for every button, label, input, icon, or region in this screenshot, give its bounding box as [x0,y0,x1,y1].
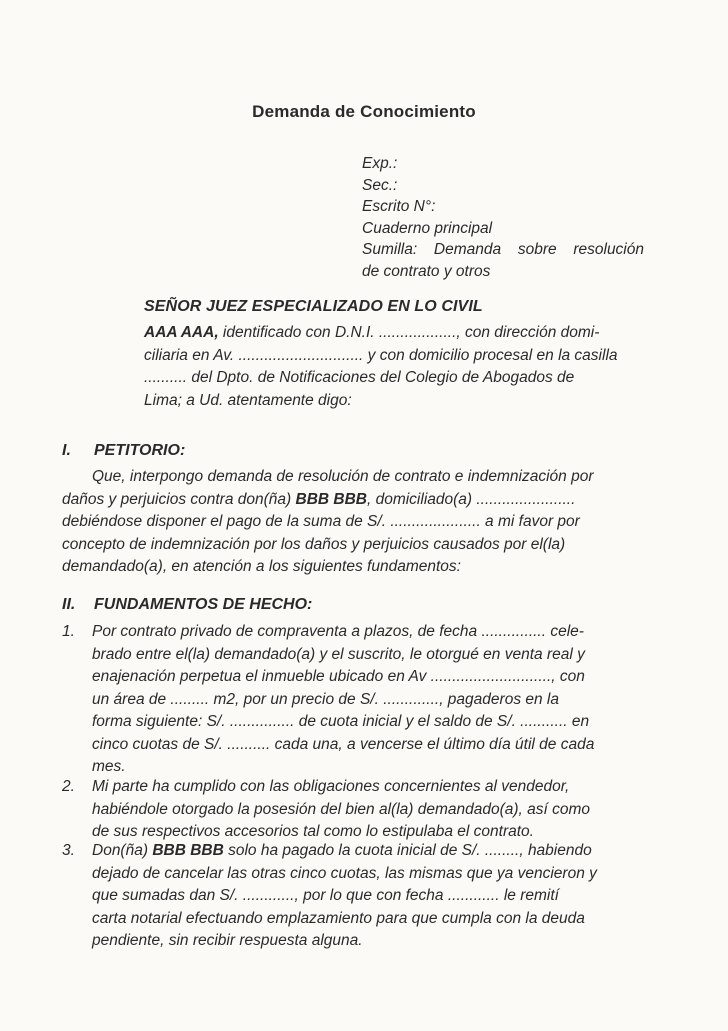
addressee: SEÑOR JUEZ ESPECIALIZADO EN LO CIVIL [144,298,483,315]
petitorio-paragraph [62,466,642,579]
intro-line-1: AAA AAA, identificado con D.N.I. .................., con dirección domi- [144,324,600,341]
exp-field: Exp.: [362,155,398,172]
section-1-heading: I. PETITORIO: [62,442,186,459]
defendant-name: BBB BBB [152,842,224,859]
sec-field: Sec.: [362,176,398,194]
defendant-name: BBB BBB [295,490,367,508]
fact-item-3: 3. Don(ña) BBB BBB solo ha pagado la cuota inicial de S/. ........, habiendo dejado de cancelar las otras cinco cuotas, las mismas que ya vencieron y que sumadas dan S/. ............, por lo que con fecha ............ le remití carta notarial efectuando emplazamiento para que cumpla con la deuda pendiente, sin recibir respuesta alguna. [62,842,597,949]
petitorio-line-3: debiéndose disponer el pago de la suma de S/. ..................... a mi favor por [62,513,580,530]
petitorio-line-2: daños y perjuicios contra don(ña) BBB BBB, domiciliado(a) ....................... [62,490,576,508]
cuaderno-field: Cuaderno principal [362,219,493,237]
plaintiff-name: AAA AAA, [144,324,219,341]
fact-item-2: 2. Mi parte ha cumplido con las obligaciones concernientes al vendedor, habiéndole otorgado la posesión del bien al(la) demandado(a), así como de sus respectivos accesorios tal como lo estipulaba el contrato. [62,778,591,840]
petitorio-line-4: concepto de indemnización por los daños y perjuicios causados por el(la) [62,535,566,553]
intro-line-2: ciliaria en Av. ............................. y con domicilio procesal en la casilla [144,346,618,364]
intro-line-3: .......... del Dpto. de Notificaciones del Colegio de Abogados de [144,369,575,386]
intro-line-4: Lima; a Ud. atentamente digo: [144,391,352,409]
sumilla-line-2: de contrato y otros [362,262,491,280]
sumilla-line-1: Sumilla: Demanda sobre resolución [362,241,644,258]
petitorio-line-5: demandado(a), en atención a los siguientes fundamentos: [62,558,461,575]
document-title: Demanda de Conocimiento [252,102,476,121]
petitorio-line-1: Que, interpongo demanda de resolución de contrato e indemnización por [92,468,594,485]
fact-item-1: 1. Por contrato privado de compraventa a plazos, de fecha ............... cele- brado entre el(la) demandado(a) y el suscrito, le otorgué en venta real y enajenación perpetua el inmueble ubicado en Av ............................, con un área de ......... m2, por un precio de S/. ............., pagaderos en la forma siguiente: S/. ............... de cuota inicial y el saldo de S/. ........... en cinco cuotas de S/. .......... cada una, a vencerse el último día útil de cada mes. [62,623,595,775]
section-2-heading: II. FUNDAMENTOS DE HECHO: [62,596,313,613]
case-header [362,153,644,282]
intro-paragraph [144,322,642,412]
escrito-field: Escrito N°: [362,198,436,215]
